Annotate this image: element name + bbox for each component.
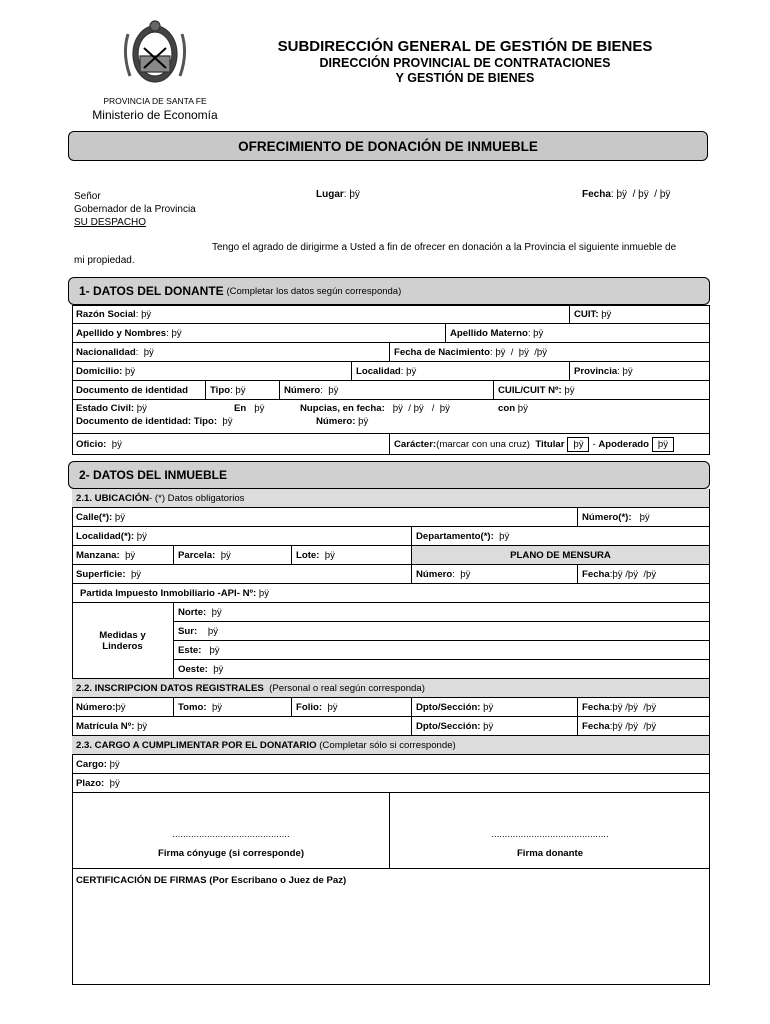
plano-fecha-field[interactable]: Fecha : þÿ / þÿ / þÿ <box>578 565 710 584</box>
cuil-field[interactable] <box>494 381 710 400</box>
razon-social-field[interactable]: Razón Social : þÿ <box>72 305 570 324</box>
apellido-label: Apellido y Nombres <box>76 327 167 339</box>
doc-tipo-label: Tipo <box>210 384 231 396</box>
lugar-field[interactable]: Lugar: þÿ <box>316 189 360 200</box>
oeste-field[interactable] <box>174 660 710 679</box>
doc2-numero-label: Número: <box>316 416 356 427</box>
superficie-value: þÿ <box>130 568 142 580</box>
oficio-field[interactable] <box>72 434 390 455</box>
domicilio-value: þÿ <box>125 365 136 377</box>
folio-value: þÿ <box>327 701 338 713</box>
tomo-field[interactable] <box>174 698 292 717</box>
intro-text-1: Tengo el agrado de dirigirme a Usted a fin de ofrecer en donación a la Provincia el siguiente inmueble de <box>212 242 677 253</box>
nupcias-month: þÿ <box>413 403 424 414</box>
parcela-field[interactable] <box>174 546 292 565</box>
plano-fecha-year: þÿ <box>646 568 657 580</box>
tomo-label: Tomo: <box>178 701 207 713</box>
localidad-ubic-value: þÿ <box>136 530 147 542</box>
gobernador-label: Gobernador de la Provincia <box>74 204 196 215</box>
documento-label: Documento de identidad <box>72 381 206 400</box>
localidad-ubic-field[interactable] <box>72 527 412 546</box>
cuil-label: CUIL/CUIT Nº: <box>498 384 562 396</box>
con-value: þÿ <box>517 403 528 414</box>
cuit-label: CUIT: <box>574 308 599 320</box>
fecha-day: þÿ <box>616 189 628 200</box>
doc-numero-label: Número <box>284 384 321 396</box>
tomo-value: þÿ <box>211 701 223 713</box>
firma-conyuge-label: Firma cónyuge (si corresponde) <box>157 848 305 859</box>
firma-conyuge-line: ............................................ <box>172 829 290 840</box>
reg-fecha-1-day: þÿ <box>612 701 623 713</box>
dpto-seccion-1-value: þÿ <box>483 701 494 713</box>
reg-fecha-2-year: þÿ <box>646 720 657 732</box>
ubicacion-header <box>72 489 710 508</box>
doc2-numero-field[interactable] <box>316 416 368 427</box>
dpto-seccion-1-field[interactable] <box>412 698 578 717</box>
parcela-value: þÿ <box>220 549 231 561</box>
ministry-name: Ministerio de Economía <box>92 108 218 122</box>
nupcias-label: Nupcias, en fecha: <box>300 403 385 414</box>
firma-donante-label: Firma donante <box>516 848 584 859</box>
form-title <box>68 131 708 161</box>
nacionalidad-value: þÿ <box>143 346 154 358</box>
calle-label: Calle(*): <box>76 511 113 523</box>
doc-numero-field[interactable]: Número : þÿ <box>280 381 494 400</box>
firma-conyuge-box[interactable] <box>72 793 390 869</box>
fecha-label: Fecha <box>582 189 611 200</box>
intro-text-2: mi propiedad. <box>74 255 135 266</box>
plano-numero-field[interactable]: Número : þÿ <box>412 565 578 584</box>
certificacion-box[interactable] <box>72 869 710 985</box>
sur-field[interactable] <box>174 622 710 641</box>
plano-numero-value: þÿ <box>460 568 471 580</box>
localidad-ubic-label: Localidad(*): <box>76 530 135 542</box>
plazo-value: þÿ <box>109 777 120 789</box>
reg-numero-value: þÿ <box>115 701 126 713</box>
manzana-label: Manzana: <box>76 549 120 561</box>
matricula-value: þÿ <box>137 720 148 732</box>
partida-label: Partida Impuesto Inmobiliario -API- Nº: <box>80 587 257 599</box>
nupcias-day: þÿ <box>392 403 403 414</box>
form-title-text: OFRECIMIENTO DE DONACIÓN DE INMUEBLE <box>238 138 538 154</box>
caracter-field: Carácter: (marcar con una cruz) Titular þÿ - Apoderado þÿ <box>390 434 710 455</box>
reg-numero-field[interactable] <box>72 698 174 717</box>
materno-label: Apellido Materno <box>450 327 528 339</box>
apoderado-label: Apoderado <box>598 438 649 450</box>
plazo-label: Plazo: <box>76 777 105 789</box>
reg-fecha-2-label: Fecha <box>582 720 610 732</box>
folio-field[interactable] <box>292 698 412 717</box>
fnac-month: þÿ <box>518 346 529 358</box>
razon-social-label: Razón Social <box>76 308 136 320</box>
fnac-year: þÿ <box>536 346 548 358</box>
cargo-value: þÿ <box>109 758 120 770</box>
estado-civil-value: þÿ <box>136 403 147 414</box>
linderos-label: Linderos <box>102 640 143 652</box>
lugar-value: þÿ <box>349 189 360 200</box>
lote-label: Lote: <box>296 549 320 561</box>
matricula-field[interactable] <box>72 717 412 736</box>
superficie-label: Superficie: <box>76 568 126 580</box>
reg-fecha-2-field[interactable]: Fecha : þÿ / þÿ / þÿ <box>578 717 710 736</box>
firma-donante-box[interactable] <box>390 793 710 869</box>
fecha-year: þÿ <box>659 189 671 200</box>
reg-fecha-1-field[interactable]: Fecha : þÿ / þÿ / þÿ <box>578 698 710 717</box>
reg-fecha-2-day: þÿ <box>612 720 623 732</box>
domicilio-label: Domicilio: <box>76 365 123 377</box>
norte-field[interactable] <box>174 603 710 622</box>
sur-value: þÿ <box>207 625 218 637</box>
dpto-seccion-2-label: Dpto/Sección: <box>416 720 481 732</box>
plano-fecha-label: Fecha <box>582 568 610 580</box>
dpto-seccion-2-field[interactable] <box>412 717 578 736</box>
fecha-field[interactable]: Fecha: þÿ / þÿ / þÿ <box>582 189 671 200</box>
doc2-numero-value: þÿ <box>358 416 369 427</box>
cargo-note: (Completar sólo si corresponde) <box>319 739 456 751</box>
cargo-header <box>72 736 710 755</box>
plano-fecha-month: þÿ <box>627 568 639 580</box>
senor-label: Señor <box>74 191 101 202</box>
caracter-label: Carácter: <box>394 438 437 450</box>
caracter-note: (marcar con una cruz) <box>436 438 530 450</box>
nacionalidad-field[interactable]: Nacionalidad : þÿ <box>72 343 390 362</box>
province-name: PROVINCIA DE SANTA FE <box>103 96 207 106</box>
reg-fecha-1-label: Fecha <box>582 701 610 713</box>
numero-ubic-value: þÿ <box>639 511 650 523</box>
cuil-value: þÿ <box>564 384 575 396</box>
cuit-value: þÿ <box>601 308 612 320</box>
firma-donante-line: ............................................ <box>491 829 609 840</box>
ubicacion-note: - (*) Datos obligatorios <box>149 492 245 504</box>
cargo-title: 2.3. CARGO A CUMPLIMENTAR POR EL DONATARIO <box>76 739 317 751</box>
inscripcion-header <box>72 679 710 698</box>
oficio-label: Oficio: <box>76 438 107 450</box>
oeste-value: þÿ <box>213 663 224 675</box>
doc-tipo-field[interactable]: Tipo : þÿ <box>206 381 280 400</box>
oficio-value: þÿ <box>111 438 122 450</box>
cuit-field[interactable] <box>570 305 710 324</box>
norte-label: Norte: <box>178 606 207 618</box>
lugar-label: Lugar <box>316 189 344 200</box>
folio-label: Folio: <box>296 701 323 713</box>
apoderado-checkbox[interactable]: þÿ <box>652 437 674 452</box>
doc2-tipo-value: þÿ <box>222 416 233 427</box>
medidas-linderos-label <box>72 603 174 679</box>
en-nupcias-field[interactable] <box>234 403 264 414</box>
estado-civil-label: Estado Civil: <box>76 403 135 414</box>
titular-checkbox[interactable]: þÿ <box>567 437 589 452</box>
certificacion-label: CERTIFICACIÓN DE FIRMAS (Por Escribano o Juez de Paz) <box>76 875 347 886</box>
section-2-title: 2- DATOS DEL INMUEBLE <box>79 468 228 482</box>
localidad-value: þÿ <box>406 365 417 377</box>
provincia-field[interactable]: Provincia : þÿ <box>570 362 710 381</box>
norte-value: þÿ <box>211 606 222 618</box>
cargo-field[interactable] <box>72 755 710 774</box>
numero-ubic-label: Número(*): <box>582 511 632 523</box>
dpto-seccion-1-label: Dpto/Sección: <box>416 701 481 713</box>
provincia-value: þÿ <box>622 365 633 377</box>
ubicacion-title: 2.1. UBICACIÓN <box>76 492 150 504</box>
con-label: con <box>498 403 516 414</box>
plano-numero-label: Número <box>416 568 453 580</box>
doc-numero-value: þÿ <box>328 384 339 396</box>
en-label: En <box>234 403 247 414</box>
departamento-value: þÿ <box>499 530 510 542</box>
header-title-2: DIRECCIÓN PROVINCIAL DE CONTRATACIONES <box>319 56 611 70</box>
nupcias-year: þÿ <box>439 403 450 414</box>
fecha-month: þÿ <box>638 189 649 200</box>
doc2-tipo-label: Documento de identidad: Tipo: <box>76 416 218 427</box>
reg-fecha-1-year: þÿ <box>646 701 657 713</box>
provincia-label: Provincia <box>574 365 618 377</box>
manzana-field[interactable] <box>72 546 174 565</box>
superficie-field[interactable] <box>72 565 412 584</box>
header-title-1: SUBDIRECCIÓN GENERAL DE GESTIÓN DE BIENES <box>277 38 653 55</box>
este-value: þÿ <box>209 644 220 656</box>
fecha-nacimiento-label: Fecha de Nacimiento <box>394 346 490 358</box>
doc-tipo-value: þÿ <box>235 384 246 396</box>
reg-fecha-1-month: þÿ <box>627 701 639 713</box>
section-1-subtitle: (Completar los datos según corresponda) <box>226 285 402 297</box>
header-title-3: Y GESTIÓN DE BIENES <box>395 71 535 85</box>
oeste-label: Oeste: <box>178 663 208 675</box>
medidas-label: Medidas y <box>99 629 146 641</box>
plano-mensura-header: PLANO DE MENSURA <box>412 546 710 565</box>
section-2-header <box>68 461 710 489</box>
departamento-label: Departamento(*): <box>416 530 494 542</box>
section-1-title: 1- DATOS DEL DONANTE <box>79 284 224 298</box>
departamento-field[interactable] <box>412 527 710 546</box>
domicilio-field[interactable] <box>72 362 352 381</box>
numero-ubic-field[interactable] <box>578 508 710 527</box>
partida-field[interactable] <box>72 584 710 603</box>
reg-numero-label: Número: <box>76 701 116 713</box>
parcela-label: Parcela: <box>178 549 216 561</box>
plazo-field[interactable] <box>72 774 710 793</box>
calle-value: þÿ <box>114 511 126 523</box>
doc2-tipo-field[interactable] <box>76 416 233 427</box>
inscripcion-title: 2.2. INSCRIPCION DATOS REGISTRALES <box>76 682 264 694</box>
este-label: Este: <box>178 644 202 656</box>
estado-civil-field[interactable] <box>76 403 147 414</box>
provincial-seal-icon <box>120 14 190 94</box>
reg-fecha-2-month: þÿ <box>627 720 639 732</box>
lote-field[interactable] <box>292 546 412 565</box>
fnac-day: þÿ <box>495 346 506 358</box>
nacionalidad-label: Nacionalidad <box>76 346 136 358</box>
con-field[interactable] <box>498 403 528 414</box>
apellido-value: þÿ <box>171 327 182 339</box>
apellido-field[interactable]: Apellido y Nombres : þÿ <box>72 324 446 343</box>
este-field[interactable] <box>174 641 710 660</box>
nupcias-fecha-field[interactable]: Nupcias, en fecha: þÿ / þÿ / þÿ <box>300 403 450 414</box>
plano-fecha-day: þÿ <box>612 568 623 580</box>
despacho-label: SU DESPACHO <box>74 217 147 228</box>
en-value: þÿ <box>254 403 265 414</box>
materno-field[interactable]: Apellido Materno : þÿ <box>446 324 710 343</box>
section-1-header <box>68 277 710 305</box>
lote-value: þÿ <box>324 549 335 561</box>
dpto-seccion-2-value: þÿ <box>483 720 494 732</box>
sur-label: Sur: <box>178 625 198 637</box>
localidad-label: Localidad <box>356 365 401 377</box>
localidad-field[interactable]: Localidad : þÿ <box>352 362 570 381</box>
cargo-label: Cargo: <box>76 758 107 770</box>
estado-civil-block <box>72 400 710 434</box>
manzana-value: þÿ <box>125 549 136 561</box>
calle-field[interactable] <box>72 508 578 527</box>
matricula-label: Matrícula Nº: <box>76 720 135 732</box>
titular-label: Titular <box>535 438 565 450</box>
materno-value: þÿ <box>533 327 544 339</box>
partida-value: þÿ <box>258 587 270 599</box>
inscripcion-note: (Personal o real según corresponda) <box>269 682 425 694</box>
razon-social-value: þÿ <box>141 308 152 320</box>
fecha-nacimiento-field[interactable]: Fecha de Nacimiento : þÿ / þÿ / þÿ <box>390 343 710 362</box>
